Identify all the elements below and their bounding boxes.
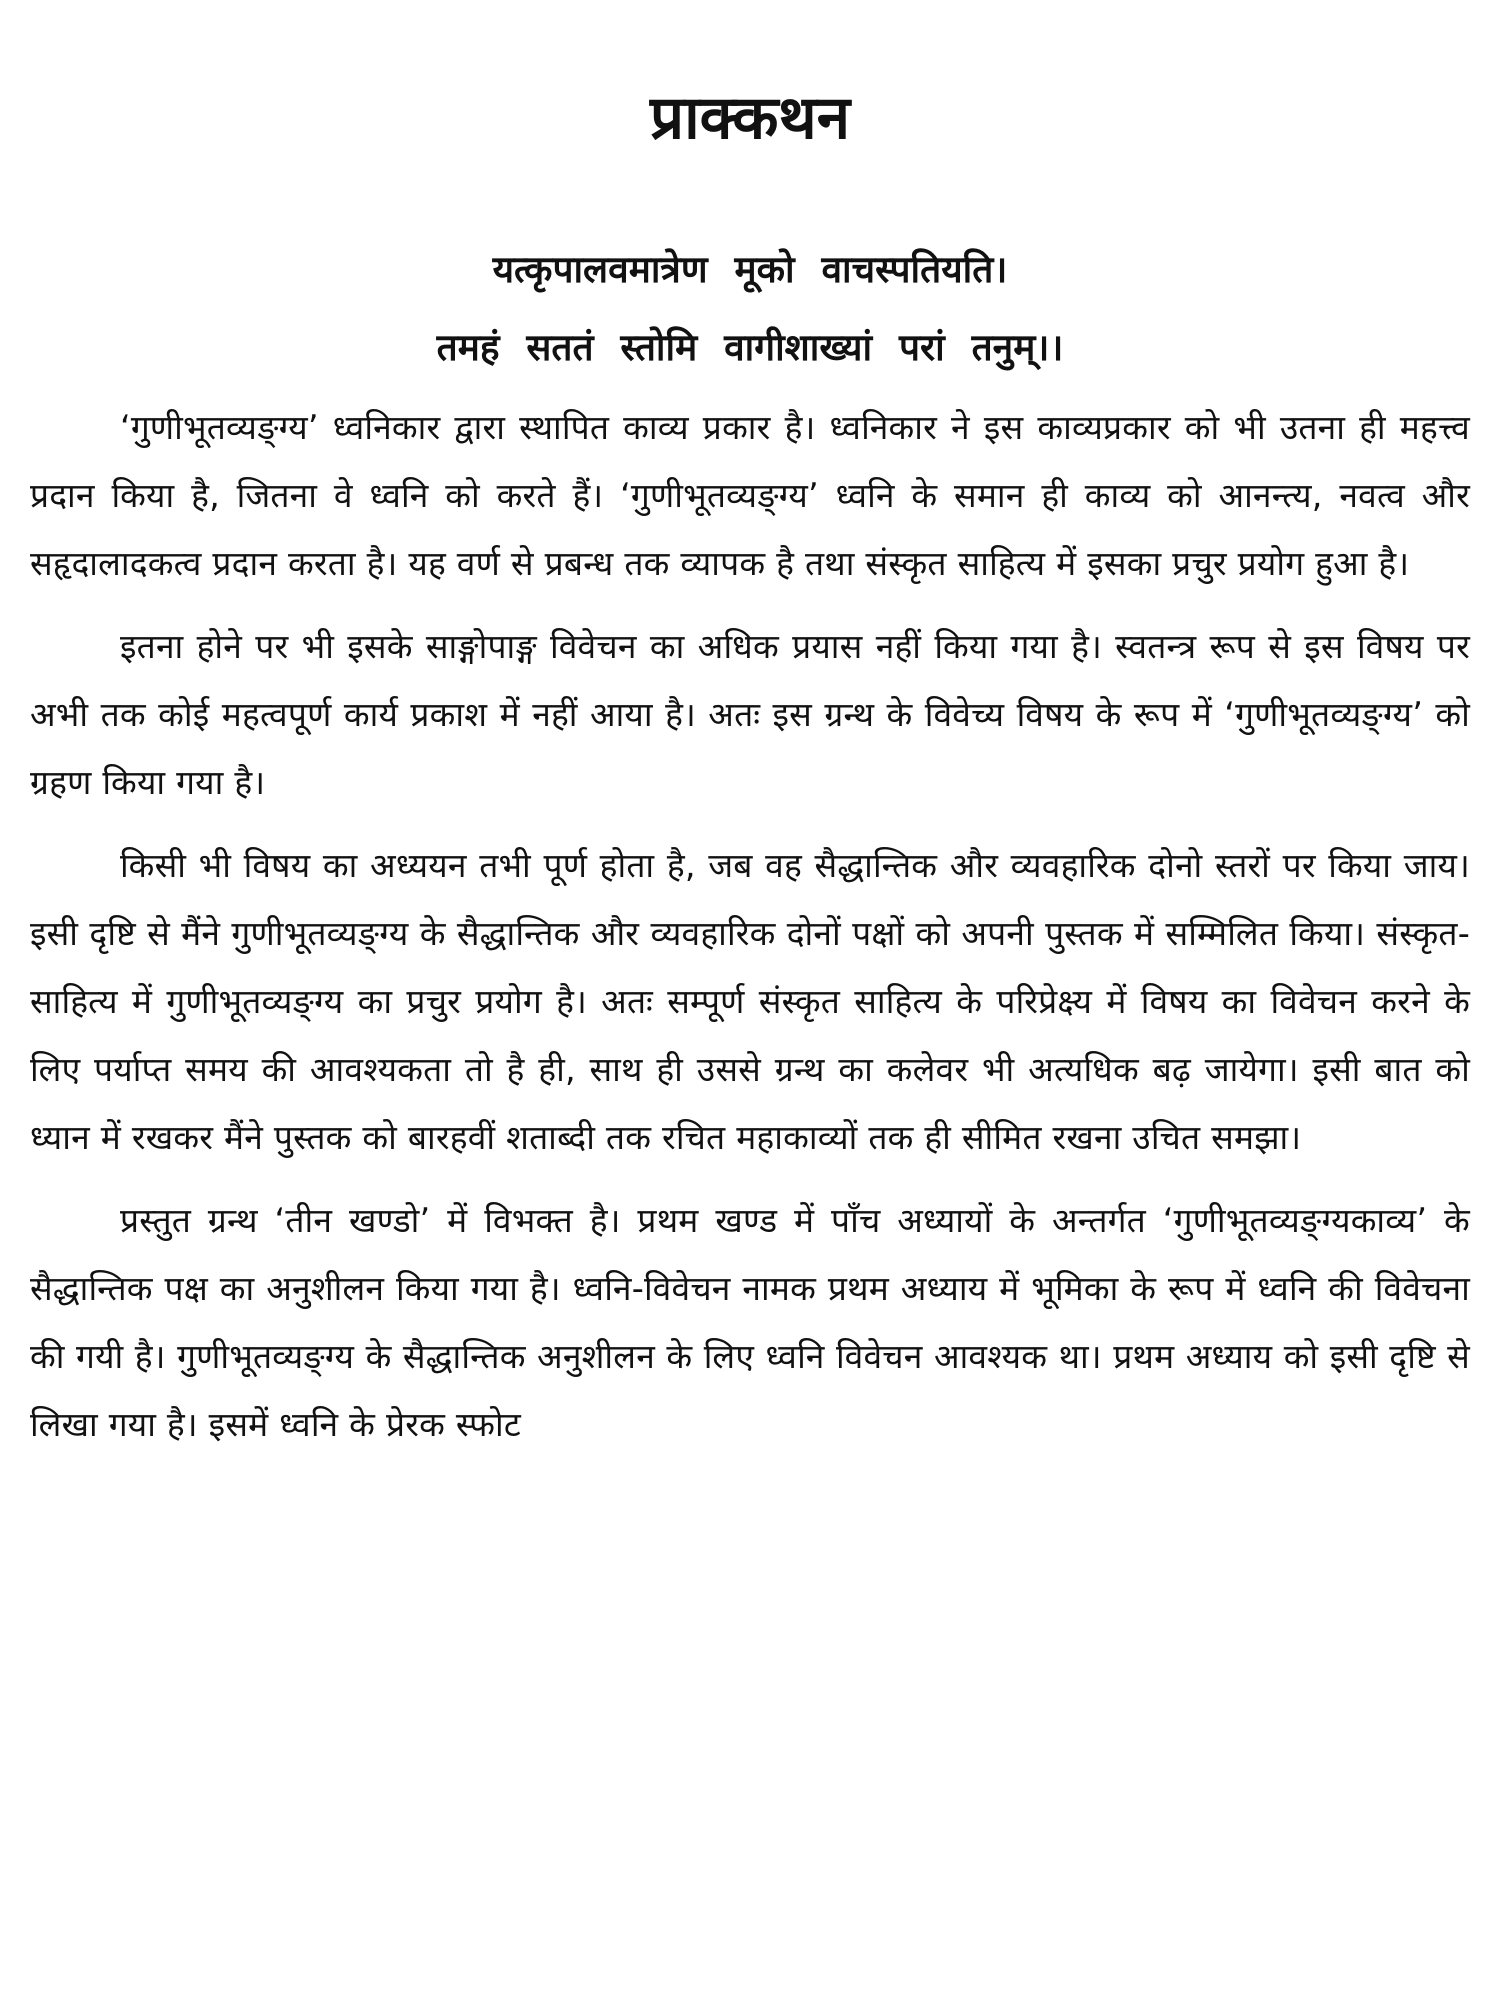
paragraph-4: प्रस्तुत ग्रन्थ ‘तीन खण्डो’ में विभक्त है। प्रथम खण्ड में पाँच अध्यायों के अन्तर्गत ‘गुणीभूतव्यङ्ग्यकाव्य’ के सैद्धान्तिक पक्ष का अनुशीलन किया गया है। ध्वनि-विवेचन नामक प्रथम अध्याय में भूमिका के रूप में ध्वनि की विवेचना की गयी है। गुणीभूतव्यङ्ग्य के सैद्धान्तिक अनुशीलन के लिए ध्वनि विवेचन आवश्यक था। प्रथम अध्याय को इसी दृष्टि से लिखा गया है। इसमें ध्वनि के प्रेरक स्फोट	[30, 1201, 1470, 1444]
page-title: प्राक्कथन	[649, 83, 851, 153]
book-page	[30, 0, 1470, 2000]
body-text	[30, 394, 1470, 1459]
paragraph-2: इतना होने पर भी इसके साङ्गोपाङ्ग विवेचन का अधिक प्रयास नहीं किया गया है। स्वतन्त्र रूप से इस विषय पर अभी तक कोई महत्वपूर्ण कार्य प्रकाश में नहीं आया है। अतः इस ग्रन्थ के विवेच्य विषय के रूप में ‘गुणीभूतव्यङ्ग्य’ को ग्रहण किया गया है।	[30, 627, 1470, 802]
invocation-verse-line-1: यत्कृपालवमात्रेण मूको वाचस्पतियति।	[492, 248, 1008, 291]
paragraph-1: ‘गुणीभूतव्यङ्ग्य’ ध्वनिकार द्वारा स्थापित काव्य प्रकार है। ध्वनिकार ने इस काव्यप्रकार को भी उतना ही महत्त्व प्रदान किया है, जितना वे ध्वनि को करते हैं। ‘गुणीभूतव्यङ्ग्य’ ध्वनि के समान ही काव्य को आनन्त्य, नवत्व और सहृदालादकत्व प्रदान करता है। यह वर्ण से प्रबन्ध तक व्यापक है तथा संस्कृत साहित्य में इसका प्रचुर प्रयोग हुआ है।	[30, 408, 1470, 583]
invocation-verse-line-2: तमहं सततं स्तोमि वागीशाख्यां परां तनुम्।।	[436, 326, 1064, 369]
paragraph-3: किसी भी विषय का अध्ययन तभी पूर्ण होता है, जब वह सैद्धान्तिक और व्यवहारिक दोनो स्तरों पर किया जाय। इसी दृष्टि से मैंने गुणीभूतव्यङ्ग्य के सैद्धान्तिक और व्यवहारिक दोनों पक्षों को अपनी पुस्तक में सम्मिलित किया। संस्कृत-साहित्य में गुणीभूतव्यङ्ग्य का प्रचुर प्रयोग है। अतः सम्पूर्ण संस्कृत साहित्य के परिप्रेक्ष्य में विषय का विवेचन करने के लिए पर्याप्त समय की आवश्यकता तो है ही, साथ ही उससे ग्रन्थ का कलेवर भी अत्यधिक बढ़ जायेगा। इसी बात को ध्यान में रखकर मैंने पुस्तक को बारहवीं शताब्दी तक रचित महाकाव्यों तक ही सीमित रखना उचित समझा।	[30, 846, 1470, 1157]
